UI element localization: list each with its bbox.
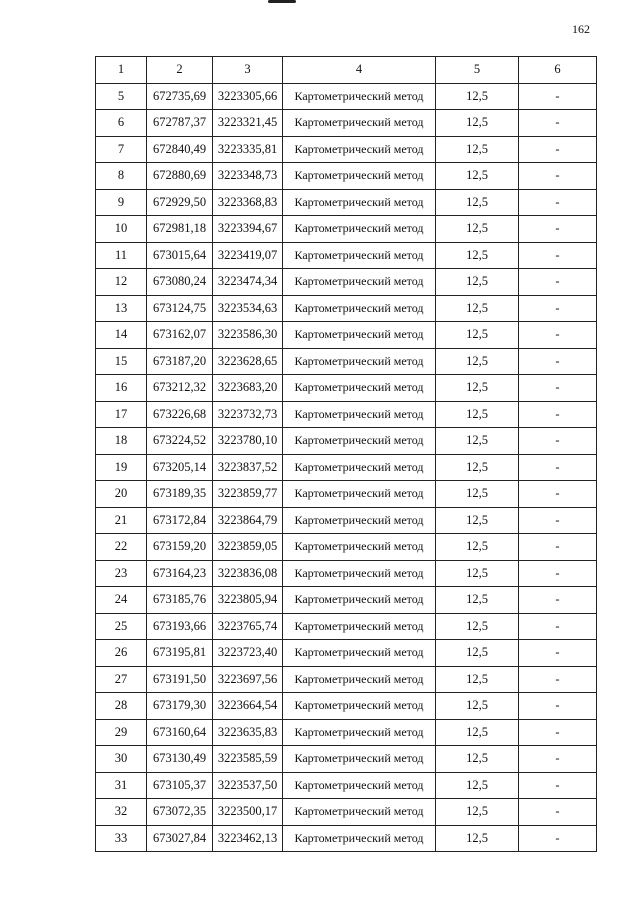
- note-cell: -: [519, 189, 597, 216]
- x-coordinate-cell: 673072,35: [147, 799, 213, 826]
- method-cell: Картометрический метод: [283, 242, 436, 269]
- y-coordinate-cell: 3223500,17: [213, 799, 283, 826]
- note-cell: -: [519, 348, 597, 375]
- accuracy-cell: 12,5: [436, 83, 519, 110]
- x-coordinate-cell: 672929,50: [147, 189, 213, 216]
- point-number-cell: 31: [96, 772, 147, 799]
- method-cell: Картометрический метод: [283, 719, 436, 746]
- point-number-cell: 10: [96, 216, 147, 243]
- note-cell: -: [519, 507, 597, 534]
- method-cell: Картометрический метод: [283, 534, 436, 561]
- point-number-cell: 24: [96, 587, 147, 614]
- accuracy-cell: 12,5: [436, 534, 519, 561]
- point-number-cell: 26: [96, 640, 147, 667]
- accuracy-cell: 12,5: [436, 295, 519, 322]
- accuracy-cell: 12,5: [436, 560, 519, 587]
- accuracy-cell: 12,5: [436, 216, 519, 243]
- accuracy-cell: 12,5: [436, 163, 519, 190]
- method-cell: Картометрический метод: [283, 481, 436, 508]
- y-coordinate-cell: 3223683,20: [213, 375, 283, 402]
- y-coordinate-cell: 3223780,10: [213, 428, 283, 455]
- y-coordinate-cell: 3223335,81: [213, 136, 283, 163]
- y-coordinate-cell: 3223664,54: [213, 693, 283, 720]
- note-cell: -: [519, 666, 597, 693]
- table-row: [96, 746, 597, 773]
- page-number: 162: [572, 22, 590, 36]
- point-number-cell: 17: [96, 401, 147, 428]
- table-row: [96, 772, 597, 799]
- table-row: [96, 613, 597, 640]
- method-cell: Картометрический метод: [283, 110, 436, 137]
- method-cell: Картометрический метод: [283, 83, 436, 110]
- table-row: [96, 401, 597, 428]
- table-row: [96, 375, 597, 402]
- table-row: [96, 799, 597, 826]
- accuracy-cell: 12,5: [436, 719, 519, 746]
- accuracy-cell: 12,5: [436, 799, 519, 826]
- x-coordinate-cell: 673172,84: [147, 507, 213, 534]
- x-coordinate-cell: 673164,23: [147, 560, 213, 587]
- table-row: [96, 481, 597, 508]
- table-row: [96, 242, 597, 269]
- note-cell: -: [519, 560, 597, 587]
- x-coordinate-cell: 673130,49: [147, 746, 213, 773]
- note-cell: -: [519, 375, 597, 402]
- accuracy-cell: 12,5: [436, 772, 519, 799]
- y-coordinate-cell: 3223732,73: [213, 401, 283, 428]
- point-number-cell: 5: [96, 83, 147, 110]
- x-coordinate-cell: 673212,32: [147, 375, 213, 402]
- point-number-cell: 12: [96, 269, 147, 296]
- accuracy-cell: 12,5: [436, 375, 519, 402]
- y-coordinate-cell: 3223635,83: [213, 719, 283, 746]
- note-cell: -: [519, 640, 597, 667]
- note-cell: -: [519, 719, 597, 746]
- table-row: [96, 825, 597, 852]
- column-header: 1: [96, 57, 147, 84]
- point-number-cell: 23: [96, 560, 147, 587]
- scan-artifact: [268, 0, 296, 3]
- accuracy-cell: 12,5: [436, 401, 519, 428]
- note-cell: -: [519, 401, 597, 428]
- accuracy-cell: 12,5: [436, 507, 519, 534]
- y-coordinate-cell: 3223394,67: [213, 216, 283, 243]
- method-cell: Картометрический метод: [283, 348, 436, 375]
- x-coordinate-cell: 672880,69: [147, 163, 213, 190]
- note-cell: -: [519, 322, 597, 349]
- note-cell: -: [519, 269, 597, 296]
- method-cell: Картометрический метод: [283, 746, 436, 773]
- method-cell: Картометрический метод: [283, 136, 436, 163]
- x-coordinate-cell: 673193,66: [147, 613, 213, 640]
- method-cell: Картометрический метод: [283, 666, 436, 693]
- note-cell: -: [519, 799, 597, 826]
- method-cell: Картометрический метод: [283, 189, 436, 216]
- method-cell: Картометрический метод: [283, 799, 436, 826]
- point-number-cell: 30: [96, 746, 147, 773]
- y-coordinate-cell: 3223585,59: [213, 746, 283, 773]
- table-row: [96, 136, 597, 163]
- method-cell: Картометрический метод: [283, 825, 436, 852]
- point-number-cell: 19: [96, 454, 147, 481]
- y-coordinate-cell: 3223537,50: [213, 772, 283, 799]
- method-cell: Картометрический метод: [283, 322, 436, 349]
- y-coordinate-cell: 3223534,63: [213, 295, 283, 322]
- y-coordinate-cell: 3223628,65: [213, 348, 283, 375]
- table-row: [96, 560, 597, 587]
- table-row: [96, 587, 597, 614]
- table-row: [96, 269, 597, 296]
- note-cell: -: [519, 136, 597, 163]
- method-cell: Картометрический метод: [283, 587, 436, 614]
- table-row: [96, 163, 597, 190]
- point-number-cell: 27: [96, 666, 147, 693]
- table-row: [96, 110, 597, 137]
- accuracy-cell: 12,5: [436, 269, 519, 296]
- method-cell: Картометрический метод: [283, 269, 436, 296]
- point-number-cell: 28: [96, 693, 147, 720]
- note-cell: -: [519, 242, 597, 269]
- method-cell: Картометрический метод: [283, 507, 436, 534]
- y-coordinate-cell: 3223368,83: [213, 189, 283, 216]
- method-cell: Картометрический метод: [283, 375, 436, 402]
- y-coordinate-cell: 3223859,05: [213, 534, 283, 561]
- point-number-cell: 14: [96, 322, 147, 349]
- method-cell: Картометрический метод: [283, 613, 436, 640]
- table-header-row: [96, 57, 597, 84]
- point-number-cell: 32: [96, 799, 147, 826]
- x-coordinate-cell: 673080,24: [147, 269, 213, 296]
- column-header: 3: [213, 57, 283, 84]
- column-header: 6: [519, 57, 597, 84]
- x-coordinate-cell: 672787,37: [147, 110, 213, 137]
- point-number-cell: 9: [96, 189, 147, 216]
- x-coordinate-cell: 673226,68: [147, 401, 213, 428]
- x-coordinate-cell: 673189,35: [147, 481, 213, 508]
- accuracy-cell: 12,5: [436, 189, 519, 216]
- x-coordinate-cell: 673015,64: [147, 242, 213, 269]
- point-number-cell: 33: [96, 825, 147, 852]
- note-cell: -: [519, 772, 597, 799]
- x-coordinate-cell: 673191,50: [147, 666, 213, 693]
- note-cell: -: [519, 110, 597, 137]
- accuracy-cell: 12,5: [436, 825, 519, 852]
- y-coordinate-cell: 3223348,73: [213, 163, 283, 190]
- accuracy-cell: 12,5: [436, 428, 519, 455]
- note-cell: -: [519, 216, 597, 243]
- accuracy-cell: 12,5: [436, 242, 519, 269]
- point-number-cell: 18: [96, 428, 147, 455]
- table-row: [96, 534, 597, 561]
- x-coordinate-cell: 673187,20: [147, 348, 213, 375]
- accuracy-cell: 12,5: [436, 587, 519, 614]
- table-row: [96, 295, 597, 322]
- x-coordinate-cell: 673162,07: [147, 322, 213, 349]
- point-number-cell: 15: [96, 348, 147, 375]
- accuracy-cell: 12,5: [436, 746, 519, 773]
- note-cell: -: [519, 587, 597, 614]
- y-coordinate-cell: 3223305,66: [213, 83, 283, 110]
- point-number-cell: 22: [96, 534, 147, 561]
- method-cell: Картометрический метод: [283, 428, 436, 455]
- point-number-cell: 11: [96, 242, 147, 269]
- y-coordinate-cell: 3223474,34: [213, 269, 283, 296]
- point-number-cell: 16: [96, 375, 147, 402]
- y-coordinate-cell: 3223462,13: [213, 825, 283, 852]
- method-cell: Картометрический метод: [283, 640, 436, 667]
- table-row: [96, 640, 597, 667]
- y-coordinate-cell: 3223697,56: [213, 666, 283, 693]
- x-coordinate-cell: 673160,64: [147, 719, 213, 746]
- y-coordinate-cell: 3223864,79: [213, 507, 283, 534]
- accuracy-cell: 12,5: [436, 348, 519, 375]
- accuracy-cell: 12,5: [436, 693, 519, 720]
- column-header: 2: [147, 57, 213, 84]
- x-coordinate-cell: 673185,76: [147, 587, 213, 614]
- method-cell: Картометрический метод: [283, 163, 436, 190]
- y-coordinate-cell: 3223723,40: [213, 640, 283, 667]
- y-coordinate-cell: 3223586,30: [213, 322, 283, 349]
- method-cell: Картометрический метод: [283, 772, 436, 799]
- method-cell: Картометрический метод: [283, 295, 436, 322]
- accuracy-cell: 12,5: [436, 322, 519, 349]
- x-coordinate-cell: 673159,20: [147, 534, 213, 561]
- point-number-cell: 6: [96, 110, 147, 137]
- coordinates-table: [95, 56, 597, 852]
- accuracy-cell: 12,5: [436, 110, 519, 137]
- table-row: [96, 719, 597, 746]
- method-cell: Картометрический метод: [283, 401, 436, 428]
- y-coordinate-cell: 3223765,74: [213, 613, 283, 640]
- accuracy-cell: 12,5: [436, 613, 519, 640]
- x-coordinate-cell: 673205,14: [147, 454, 213, 481]
- x-coordinate-cell: 672840,49: [147, 136, 213, 163]
- accuracy-cell: 12,5: [436, 454, 519, 481]
- note-cell: -: [519, 295, 597, 322]
- note-cell: -: [519, 163, 597, 190]
- method-cell: Картометрический метод: [283, 216, 436, 243]
- x-coordinate-cell: 673124,75: [147, 295, 213, 322]
- note-cell: -: [519, 428, 597, 455]
- accuracy-cell: 12,5: [436, 640, 519, 667]
- method-cell: Картометрический метод: [283, 693, 436, 720]
- table-row: [96, 454, 597, 481]
- x-coordinate-cell: 673179,30: [147, 693, 213, 720]
- point-number-cell: 25: [96, 613, 147, 640]
- note-cell: -: [519, 825, 597, 852]
- x-coordinate-cell: 673224,52: [147, 428, 213, 455]
- y-coordinate-cell: 3223321,45: [213, 110, 283, 137]
- point-number-cell: 29: [96, 719, 147, 746]
- accuracy-cell: 12,5: [436, 481, 519, 508]
- note-cell: -: [519, 454, 597, 481]
- note-cell: -: [519, 481, 597, 508]
- point-number-cell: 8: [96, 163, 147, 190]
- table-row: [96, 666, 597, 693]
- note-cell: -: [519, 746, 597, 773]
- table-row: [96, 693, 597, 720]
- accuracy-cell: 12,5: [436, 666, 519, 693]
- table-row: [96, 216, 597, 243]
- note-cell: -: [519, 613, 597, 640]
- point-number-cell: 13: [96, 295, 147, 322]
- table-row: [96, 189, 597, 216]
- point-number-cell: 21: [96, 507, 147, 534]
- x-coordinate-cell: 672981,18: [147, 216, 213, 243]
- y-coordinate-cell: 3223836,08: [213, 560, 283, 587]
- point-number-cell: 20: [96, 481, 147, 508]
- column-header: 4: [283, 57, 436, 84]
- method-cell: Картометрический метод: [283, 454, 436, 481]
- table-row: [96, 348, 597, 375]
- y-coordinate-cell: 3223805,94: [213, 587, 283, 614]
- point-number-cell: 7: [96, 136, 147, 163]
- table-row: [96, 507, 597, 534]
- x-coordinate-cell: 673195,81: [147, 640, 213, 667]
- column-header: 5: [436, 57, 519, 84]
- x-coordinate-cell: 673105,37: [147, 772, 213, 799]
- y-coordinate-cell: 3223419,07: [213, 242, 283, 269]
- note-cell: -: [519, 534, 597, 561]
- note-cell: -: [519, 83, 597, 110]
- accuracy-cell: 12,5: [436, 136, 519, 163]
- y-coordinate-cell: 3223859,77: [213, 481, 283, 508]
- table-row: [96, 322, 597, 349]
- x-coordinate-cell: 672735,69: [147, 83, 213, 110]
- table-row: [96, 428, 597, 455]
- method-cell: Картометрический метод: [283, 560, 436, 587]
- table-row: [96, 83, 597, 110]
- note-cell: -: [519, 693, 597, 720]
- y-coordinate-cell: 3223837,52: [213, 454, 283, 481]
- x-coordinate-cell: 673027,84: [147, 825, 213, 852]
